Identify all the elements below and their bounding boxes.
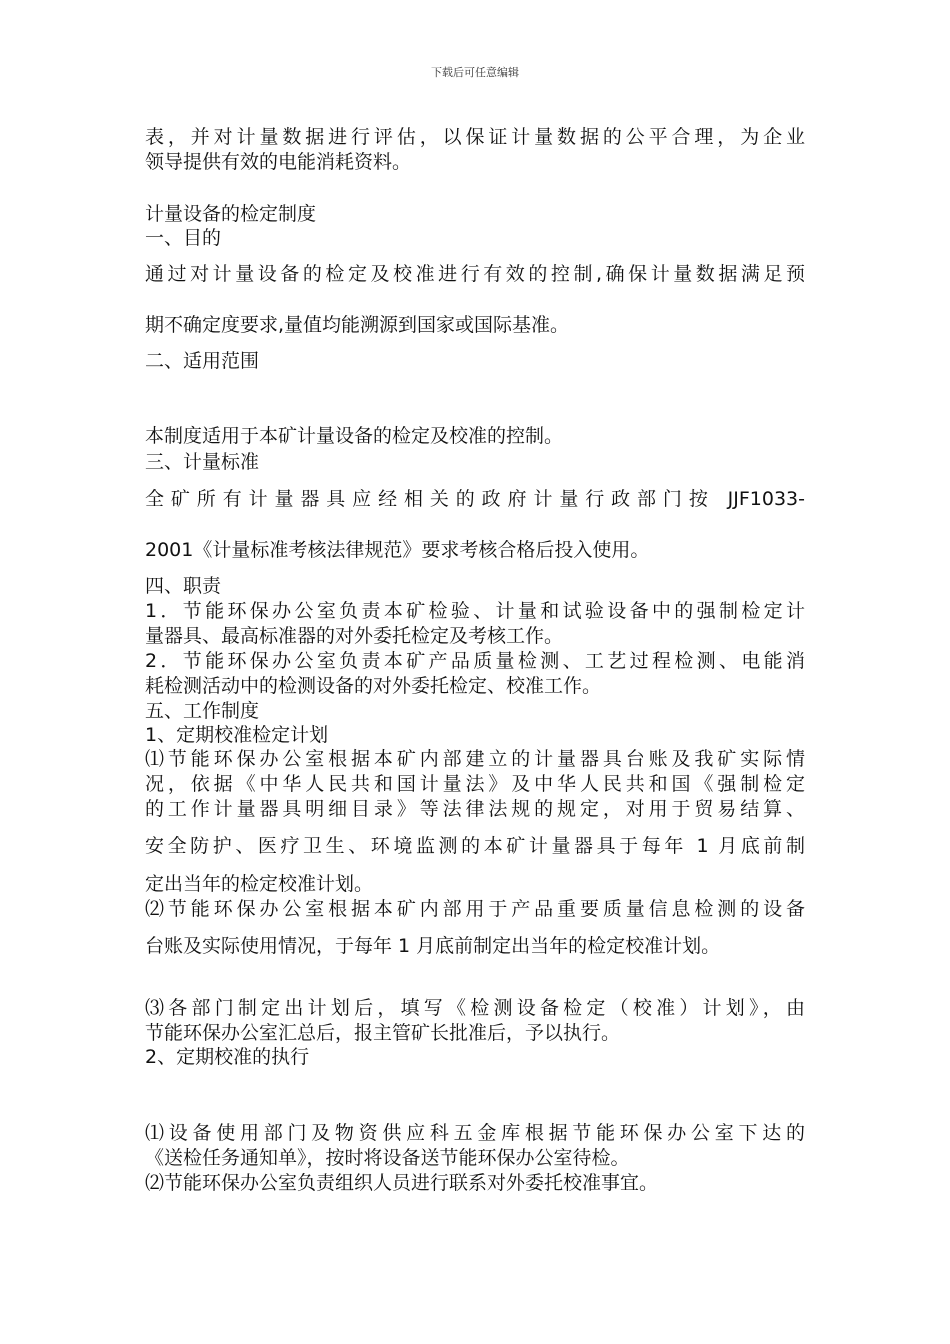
section-title: 计量设备的检定制度 [145,203,317,225]
paragraph-line: 1．节能环保办公室负责本矿检验、计量和试验设备中的强制检定计 [145,600,805,622]
paragraph-line: ⑴设备使用部门及物资供应科五金库根据节能环保办公室下达的 [145,1122,805,1144]
subsection-heading: 2、定期校准的执行 [145,1046,310,1068]
paragraph-line: 2．节能环保办公室负责本矿产品质量检测、工艺过程检测、电能消 [145,650,805,672]
section-heading: 一、目的 [145,227,222,249]
paragraph-line: 定出当年的检定校准计划。 [145,873,374,895]
section-heading: 四、职责 [145,575,222,597]
paragraph-line: 量器具、最高标准器的对外委托检定及考核工作。 [145,625,564,647]
paragraph-line: ⑵节能环保办公室负责组织人员进行联系对外委托校准事宜。 [145,1172,659,1194]
section-heading: 三、计量标准 [145,451,260,473]
section-heading: 五、工作制度 [145,700,260,722]
subsection-heading: 1、定期校准检定计划 [145,724,329,746]
paragraph-line: 领导提供有效的电能消耗资料。 [145,151,412,173]
paragraph-line: ⑶各部门制定出计划后，填写《检测设备检定（校准）计划》，由 [145,997,805,1019]
paragraph-line: 《送检任务通知单》，按时将设备送节能环保办公室待检。 [145,1147,630,1169]
paragraph-line: 全矿所有计量器具应经相关的政府计量行政部门按 JJF1033- [145,488,805,510]
paragraph-line: ⑵节能环保办公室根据本矿内部用于产品重要质量信息检测的设备 [145,898,805,920]
paragraph-line: 期不确定度要求,量值均能溯源到国家或国际基准。 [145,314,570,336]
paragraph-line: 表，并对计量数据进行评估，以保证计量数据的公平合理，为企业 [145,126,805,148]
paragraph-line: 安全防护、医疗卫生、环境监测的本矿计量器具于每年 1 月底前制 [145,835,805,857]
paragraph-line: 耗检测活动中的检测设备的对外委托检定、校准工作。 [145,675,602,697]
paragraph-line: 通过对计量设备的检定及校准进行有效的控制,确保计量数据满足预 [145,263,805,285]
paragraph-line: 的工作计量器具明细目录》等法律法规的规定，对用于贸易结算、 [145,798,805,820]
section-heading: 二、适用范围 [145,350,260,372]
paragraph-line: 2001《计量标准考核法律规范》要求考核合格后投入使用。 [145,539,650,561]
paragraph-line: 节能环保办公室汇总后，报主管矿长批准后，予以执行。 [145,1022,621,1044]
paragraph-line: 本制度适用于本矿计量设备的检定及校准的控制。 [145,425,564,447]
paragraph-line: 台账及实际使用情况，于每年 1 月底前制定出当年的检定校准计划。 [145,935,721,957]
paragraph-line: ⑴节能环保办公室根据本矿内部建立的计量器具台账及我矿实际情 [145,748,805,770]
page-header-note: 下载后可任意编辑 [431,66,519,79]
paragraph-line: 况，依据《中华人民共和国计量法》及中华人民共和国《强制检定 [145,773,805,795]
